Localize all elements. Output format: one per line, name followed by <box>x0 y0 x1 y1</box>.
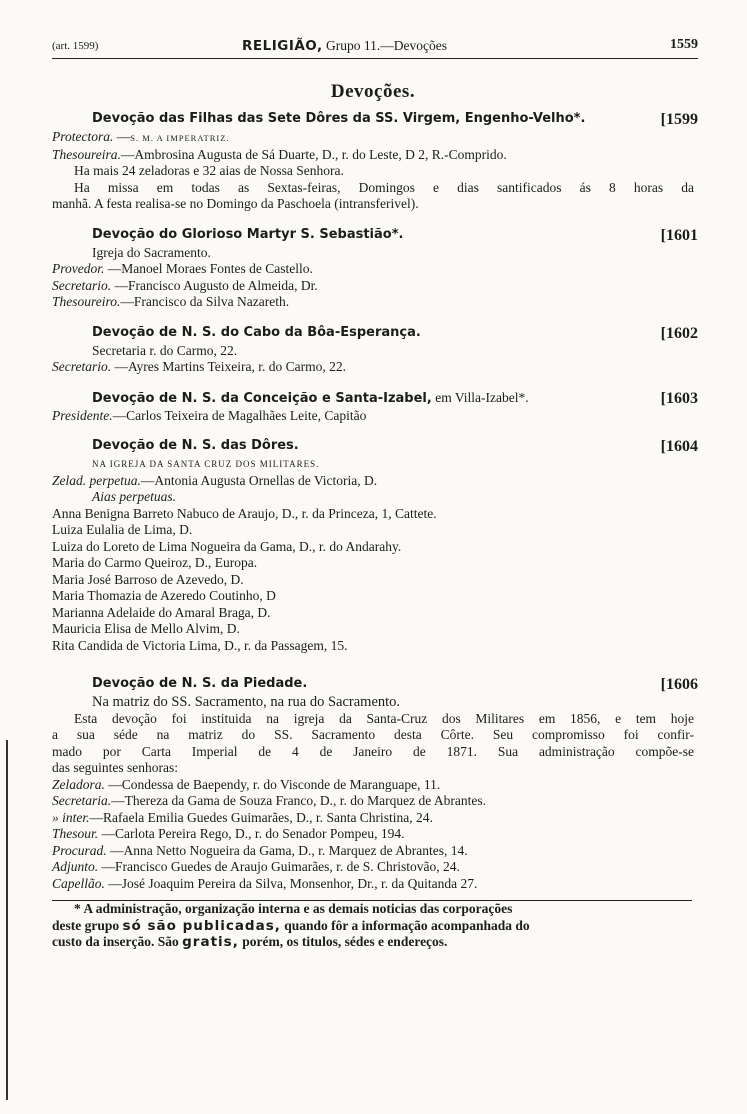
entry-paragraph-line: das seguintes senhoras: <box>52 760 178 775</box>
entry-location: Secretaria r. do Carmo, 22. <box>92 342 238 358</box>
header-section <box>242 38 447 54</box>
officer-value: —Ambrosina Augusta de Sá Duarte, D., r. do Leste, D 2, R.-Comprido. <box>120 146 507 162</box>
officer-value: —Ayres Martins Teixeira, r. do Carmo, 22. <box>111 359 347 374</box>
running-header <box>52 36 698 58</box>
entry-name: Devoção das Filhas das Sete Dôres da SS. Virgem, Engenho-Velho*. <box>92 111 586 126</box>
aia-name: Mauricia Elisa de Mello Alvim, D. <box>52 621 240 636</box>
officer-value: —Carlota Pereira Rego, D., r. do Senador Pompeu, 194. <box>98 826 405 841</box>
entry-number: [1606 <box>660 676 698 693</box>
officer-value: —Manoel Moraes Fontes de Castello. <box>104 261 313 276</box>
aia-name: Luiza do Loreto de Lima Nogueira da Gama, D., r. do Andarahy. <box>52 538 402 554</box>
officer-value: —Carlos Teixeira de Magalhães Leite, Capitão <box>112 407 367 423</box>
officer-value: —Antonia Augusta Ornellas de Victoria, D. <box>140 472 378 488</box>
entry-location: Igreja do Sacramento. <box>92 244 211 260</box>
aia-name: Rita Candida de Victoria Lima, D., r. da Passagem, 15. <box>52 637 348 653</box>
entry-name: Devoção de N. S. da Piedade. <box>92 676 308 691</box>
header-section-rest: Grupo 11.—Devoções <box>322 38 447 53</box>
officer-line <box>52 793 694 810</box>
entry-1603 <box>52 389 698 425</box>
entry-1602 <box>52 324 698 376</box>
page <box>52 36 698 951</box>
officer-line <box>52 876 694 893</box>
footnote-line <box>52 918 694 935</box>
aia-name: Maria José Barroso de Azevedo, D. <box>52 571 244 587</box>
footnote <box>52 901 694 951</box>
officer-value: —Francisco Augusto de Almeida, Dr. <box>111 277 318 293</box>
officer-line <box>52 261 694 278</box>
officer-label: Secretaria. <box>52 793 112 808</box>
officer-label: Secretario. <box>52 359 112 374</box>
page-number: 1559 <box>670 37 698 52</box>
entry-text: manhã. A festa realisa-se no Domingo da Paschoela (intransferivel). <box>52 196 419 211</box>
officer-value: S. M. A IMPERATRIZ. <box>130 133 230 143</box>
officer-line <box>52 777 694 794</box>
officer-line <box>52 278 694 295</box>
entry-number: [1602 <box>660 324 698 342</box>
aia-name: Anna Benigna Barreto Nabuco de Araujo, D., r. da Princeza, 1, Cattete. <box>52 505 437 521</box>
entry-1599 <box>52 111 698 213</box>
officer-value: —José Joaquim Pereira da Silva, Monsenhor, Dr., r. da Quitanda 27. <box>104 875 478 891</box>
footnote-text: custo da inserção. São <box>52 934 183 949</box>
entry-number: [1603 <box>660 389 698 407</box>
entry-1604 <box>52 438 698 654</box>
entry-name-main: Devoção de N. S. da Conceição e Santa-Izabel, <box>92 390 432 406</box>
officer-label: » inter. <box>52 809 90 825</box>
entry-heading <box>52 226 698 245</box>
footnote-text: quando fôr a informação acompanhada do <box>280 917 530 933</box>
margin-rule <box>6 740 8 1100</box>
entry-heading <box>52 389 698 408</box>
officer-label: Provedor. <box>52 261 105 276</box>
officer-value: —Rafaela Emilia Guedes Guimarães, D., r. Santa Christina, 24. <box>89 809 433 825</box>
entry-paragraph-line: a sua séde na matriz do SS. Sacramento desta Côrte. Seu compromisso foi confir- <box>52 727 694 742</box>
officer-label: Thesoureiro. <box>52 294 121 309</box>
footnote-text: porém, os titulos, sédes e endereços. <box>238 934 448 949</box>
officer-line <box>52 294 694 311</box>
officer-label: Zelad. perpetua. <box>52 472 141 488</box>
officer-label: Secretario. <box>52 277 112 293</box>
footnote-emphasis: só são publicadas, <box>122 917 281 934</box>
entry-location: Na matriz do SS. Sacramento, na rua do Sacramento. <box>92 694 401 710</box>
entry-name: Devoção de N. S. das Dôres. <box>92 438 299 453</box>
officer-label: Thesoureira. <box>52 146 121 162</box>
officer-line: Protectora. —S. M. A IMPERATRIZ. <box>52 129 230 144</box>
entry-name: Devoção do Glorioso Martyr S. Sebastião*. <box>92 226 404 242</box>
entry-number: [1599 <box>660 111 698 128</box>
officer-line <box>52 359 694 376</box>
officer-value: —Thereza da Gama de Souza Franco, D., r. do Marquez de Abrantes. <box>111 793 486 808</box>
entry-number: [1601 <box>660 226 698 244</box>
header-rule <box>52 58 698 59</box>
officer-label: Procurad. <box>52 842 107 858</box>
officer-label: Zeladora. <box>52 776 105 792</box>
officer-line <box>52 826 694 843</box>
entry-heading <box>52 676 698 694</box>
officer-label: Adjunto. <box>52 859 99 874</box>
page-title: Devoções. <box>330 81 416 102</box>
officer-value: —Anna Netto Nogueira da Gama, D., r. Marquez de Abrantes, 14. <box>106 842 468 858</box>
header-section-bold: RELIGIÃO, <box>242 38 323 54</box>
entry-heading <box>52 111 698 129</box>
entry-heading <box>52 438 698 456</box>
officer-label: Presidente. <box>52 407 113 423</box>
aia-name: Maria Thomazia de Azeredo Coutinho, D <box>52 588 276 603</box>
officer-value: —Condessa de Baependy, r. do Visconde de Maranguape, 11. <box>104 776 441 792</box>
entry-text: Ha missa em todas as Sextas-feiras, Domingos e dias santificados ás 8 horas da <box>74 179 694 195</box>
officer-label: Thesour. <box>52 826 99 841</box>
aia-name: Luiza Eulalia de Lima, D. <box>52 522 193 537</box>
officer-label: Capellão. <box>52 875 105 891</box>
officer-line <box>52 810 694 827</box>
officer-line <box>52 473 694 490</box>
header-article-ref: (art. 1599) <box>52 40 99 52</box>
entry-name <box>92 390 529 406</box>
officer-line <box>52 859 694 876</box>
aias-label: Aias perpetuas. <box>92 489 176 504</box>
entry-1601 <box>52 226 698 311</box>
officers-list <box>52 777 694 893</box>
officer-line <box>52 408 694 425</box>
entry-1606 <box>52 676 698 892</box>
footnote-line <box>52 934 694 951</box>
aias-list <box>52 506 694 655</box>
entry-paragraph-line: mado por Carta Imperial de 4 de Janeiro de 1871. Sua administração compõe-se <box>52 743 694 759</box>
footnote-emphasis: gratis, <box>182 934 239 950</box>
entry-heading <box>52 324 698 343</box>
entry-name: Devoção de N. S. do Cabo da Bôa-Esperança. <box>92 324 421 340</box>
entry-text: Ha mais 24 zeladoras e 32 aias de Nossa Senhora. <box>74 163 344 178</box>
footnote-text: deste grupo <box>52 917 123 933</box>
aia-name: Marianna Adelaide do Amaral Braga, D. <box>52 604 271 620</box>
officer-value: —Francisco da Silva Nazareth. <box>120 294 290 309</box>
aia-name: Maria do Carmo Queiroz, D., Europa. <box>52 555 258 570</box>
footnote-line: * A administração, organização interna e as demais noticias das corporações <box>74 901 513 916</box>
entry-location: NA IGREJA DA SANTA CRUZ DOS MILITARES. <box>92 459 320 469</box>
entry-number: [1604 <box>660 438 698 455</box>
officer-line <box>52 843 694 860</box>
entry-name-rest: em Villa-Izabel*. <box>431 389 529 405</box>
entry-paragraph-line: Esta devoção foi instituida na igreja da Santa-Cruz dos Militares em 1856, e tem hoje <box>74 710 694 726</box>
officer-line <box>52 147 694 164</box>
officer-label: Protectora. <box>52 129 114 144</box>
officer-value: —Francisco Guedes de Araujo Guimarães, r. de S. Christovão, 24. <box>98 859 460 874</box>
